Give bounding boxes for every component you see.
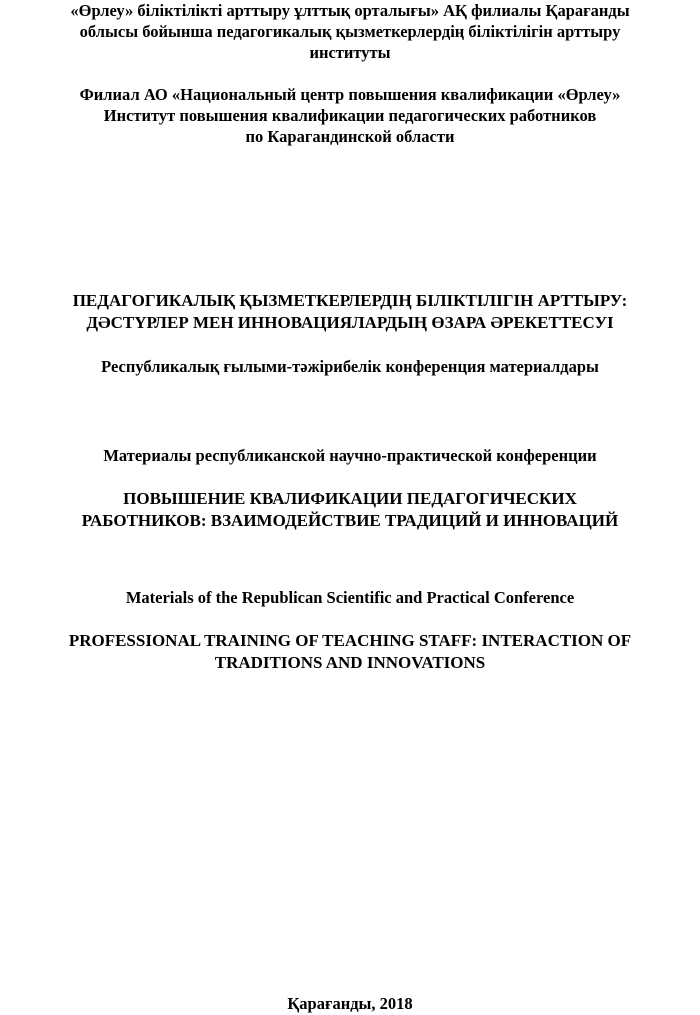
institution-kz-line-2: облысы бойынша педагогикалық қызметкерлердің біліктілігін арттыру [79, 22, 621, 41]
conference-subtitle-english: Materials of the Republican Scientific and Practical Conference [125, 588, 575, 607]
institution-kz-line-1: «Өрлеу» біліктілікті арттыру ұлттық орталығы» АҚ филиалы Қарағанды [70, 1, 630, 20]
title-ru-line-1: ПОВЫШЕНИЕ КВАЛИФИКАЦИИ ПЕДАГОГИЧЕСКИХ [123, 489, 577, 508]
institution-name-russian [0, 84, 700, 147]
title-en-line-1: PROFESSIONAL TRAINING OF TEACHING STAFF: INTERACTION OF [68, 631, 632, 650]
title-kz-line-1: ПЕДАГОГИКАЛЫҚ ҚЫЗМЕТКЕРЛЕРДІҢ БІЛІКТІЛІГІН АРТТЫРУ: [72, 291, 628, 310]
title-en-line-2: TRADITIONS AND INNOVATIONS [214, 653, 486, 672]
conference-subtitle-russian: Материалы республиканской научно-практической конференции [103, 446, 597, 465]
place-and-year: Қарағанды, 2018 [287, 994, 413, 1013]
institution-kz-line-3: институты [309, 43, 391, 62]
conference-subtitle-kazakh: Республикалық ғылыми-тәжірибелік конференция материалдары [101, 357, 599, 376]
institution-ru-line-3: по Карагандинской области [245, 127, 455, 146]
institution-name-kazakh [0, 0, 700, 63]
conference-title-russian [0, 488, 700, 532]
institution-ru-line-2: Институт повышения квалификации педагогических работников [103, 106, 597, 125]
title-ru-line-2: РАБОТНИКОВ: ВЗАИМОДЕЙСТВИЕ ТРАДИЦИЙ И ИННОВАЦИЙ [81, 511, 619, 530]
title-kz-line-2: ДӘСТҮРЛЕР МЕН ИННОВАЦИЯЛАРДЫҢ ӨЗАРА ӘРЕКЕТТЕСУІ [86, 313, 614, 332]
institution-ru-line-1: Филиал АО «Национальный центр повышения квалификации «Өрлеу» [79, 85, 621, 104]
conference-title-kazakh [0, 290, 700, 334]
conference-title-english [0, 630, 700, 674]
